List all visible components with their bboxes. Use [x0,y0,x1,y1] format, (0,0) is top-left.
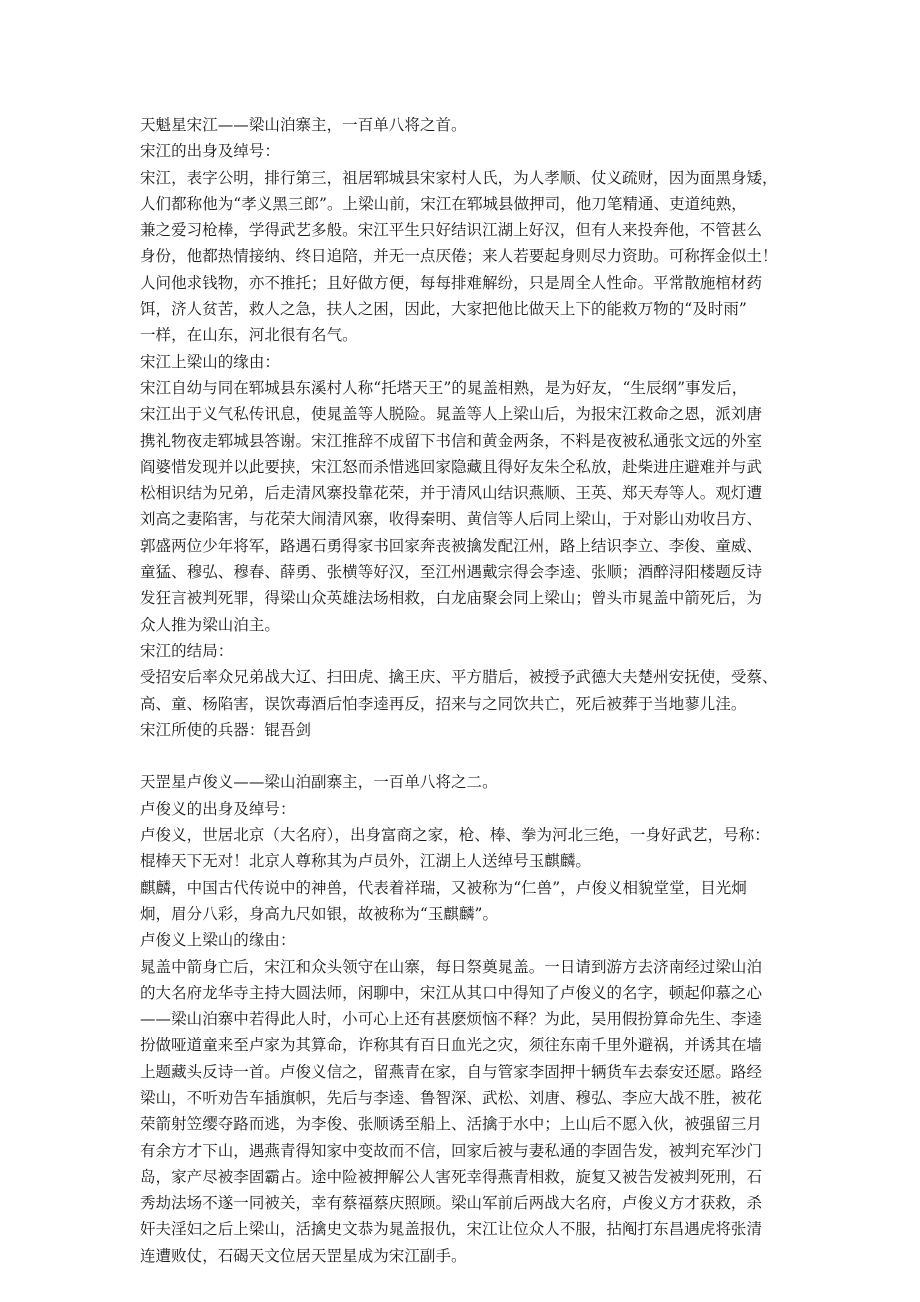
paragraph-line: 众人推为梁山泊主。 [140,615,280,634]
paragraph-line: 童猛、穆弘、穆春、薛勇、张横等好汉，至江州遇戴宗得会李逵、张顺；酒醉浔阳楼题反诗 [140,563,763,582]
paragraph-line: 郭盛两位少年将军，路遇石勇得家书回家奔丧被擒发配江州，路上结识李立、李俊、童威、 [140,536,763,555]
document-body [140,112,784,1269]
paragraph-line: 上题藏头反诗一首。卢俊义信之，留燕青在家，自与管家李固押十辆货车去泰安还愿。路经 [140,1062,763,1081]
paragraph-line: ——梁山泊寨中若得此人时，小可心上还有甚麽烦恼不释？为此，吴用假扮算命先生、李逵 [140,1010,763,1029]
section-spacer [140,743,784,769]
paragraph-line: 兼之爱习枪棒，学得武艺多般。宋江平生只好结识江湖上好汉，但有人来投奔他，不管甚么 [140,221,763,240]
paragraph-line: 阎婆惜发现并以此要挟，宋江怒而杀惜逃回家隐藏且得好友朱仝私放，赴柴进庄避难并与武 [140,457,763,476]
paragraph-line: 炯，眉分八彩，身高九尺如银，故被称为“玉麒麟”。 [140,904,499,923]
paragraph-line: 人们都称他为“孝义黑三郎”。上梁山前，宋江在郓城县做押司，他刀笔精通、吏道纯熟， [140,194,747,213]
paragraph-line: 一样，在山东，河北很有名气。 [140,326,358,345]
paragraph-line: 连遭败仗，石碣天文位居天罡星成为宋江副手。 [140,1246,467,1265]
paragraph-line: 宋江出于义气私传讯息，使晁盖等人脱险。晁盖等人上梁山后，为报宋江救命之恩，派刘唐 [140,405,763,424]
paragraph-line: 晁盖中箭身亡后，宋江和众头领守在山寨，每日祭奠晁盖。一日请到游方去济南经过梁山泊 [140,957,763,976]
paragraph-line: 刘高之妻陷害，与花荣大闹清风寨，收得秦明、黄信等人后同上梁山，于对影山劝收吕方、 [140,510,763,529]
paragraph-line: 饵，济人贫苦，救人之急，扶人之困，因此，大家把他比做天上下的能救万物的“及时雨” [140,300,747,319]
subsection-heading: 宋江的结局： [140,641,234,660]
paragraph-line: 的大名府龙华寺主持大圆法师，闲聊中，宋江从其口中得知了卢俊义的名字，顿起仰慕之心 [140,983,763,1002]
paragraph-line: 有余方才下山，遇燕青得知家中变故而不信，回家后被与妻私通的李固告发，被判充军沙门 [140,1141,763,1160]
subsection-heading: 卢俊义上梁山的缘由： [140,931,296,950]
section-title: 天罡星卢俊义——梁山泊副寨主，一百单八将之二。 [140,773,498,792]
paragraph-line: 棍棒天下无对！北京人尊称其为卢员外，江湖上人送绰号玉麒麟。 [140,852,591,871]
paragraph-line: 岛，家产尽被李固霸占。途中险被押解公人害死幸得燕青相救，旋复又被告发被判死刑，石 [140,1167,763,1186]
paragraph-line: 高、童、杨陷害，误饮毒酒后怕李逵再反，招来与之同饮共亡，死后被葬于当地蓼儿洼。 [140,694,747,713]
paragraph-line: 发狂言被判死罪，得梁山众英雄法场相救，白龙庙聚会同上梁山；曾头市晁盖中箭死后，为 [140,589,763,608]
paragraph-line: 宋江，表字公明，排行第三，祖居郓城县宋家村人氏，为人孝顺、仗义疏财，因为面黑身矮， [140,168,778,187]
paragraph-line: 梁山，不听劝告车插旗帜，先后与李逵、鲁智深、武松、刘唐、穆弘、李应大战不胜，被花 [140,1088,763,1107]
paragraph-line: 扮做哑道童来至卢家为其算命，诈称其有百日血光之灾，须往东南千里外避祸，并诱其在墙 [140,1036,763,1055]
paragraph-line: 受招安后率众兄弟战大辽、扫田虎、擒王庆、平方腊后，被授予武德大夫楚州安抚使，受蔡、 [140,668,778,687]
subsection-heading: 宋江上梁山的缘由： [140,352,280,371]
subsection-heading: 卢俊义的出身及绰号： [140,799,296,818]
paragraph-line: 人问他求钱物，亦不推托；且好做方便，每每排难解纷，只是周全人性命。平常散施棺材药 [140,273,763,292]
paragraph-line: 秀劫法场不遂一同被关，幸有蔡福蔡庆照顾。梁山军前后两战大名府，卢俊义方才获救，杀 [140,1194,763,1213]
paragraph-line: 荣箭射笠缨夺路而逃，为李俊、张顺诱至船上、活擒于水中；上山后不愿入伙，被强留三月 [140,1115,763,1134]
paragraph-line: 卢俊义，世居北京（大名府），出身富商之家，枪、棒、拳为河北三绝，一身好武艺，号称： [140,826,770,845]
subsection-heading: 宋江的出身及绰号： [140,142,280,161]
paragraph-line: 奸夫淫妇之后上梁山，活擒史文恭为晁盖报仇，宋江让位众人不服，拈阄打东昌遇虎将张清 [140,1220,763,1239]
paragraph-line: 宋江自幼与同在郓城县东溪村人称“托塔天王”的晁盖相熟，是为好友，“生辰纲”事发后， [140,378,748,397]
paragraph-line: 麒麟，中国古代传说中的神兽，代表着祥瑞，又被称为“仁兽”，卢俊义相貌堂堂，目光炯 [140,878,747,897]
weapon-line: 宋江所使的兵器：锟吾剑 [140,720,312,739]
paragraph-line: 身份，他都热情接纳、终日追陪，并无一点厌倦；来人若要起身则尽力资助。可称挥金似土！ [140,247,778,266]
section-title: 天魁星宋江——梁山泊寨主，一百单八将之首。 [140,116,467,134]
paragraph-line: 携礼物夜走郓城县答谢。宋江推辞不成留下书信和黄金两条，不料是夜被私通张文远的外室 [140,431,763,450]
paragraph-line: 松相识结为兄弟，后走清风寨投靠花荣，并于清风山结识燕顺、王英、郑天寿等人。观灯遭 [140,484,763,503]
